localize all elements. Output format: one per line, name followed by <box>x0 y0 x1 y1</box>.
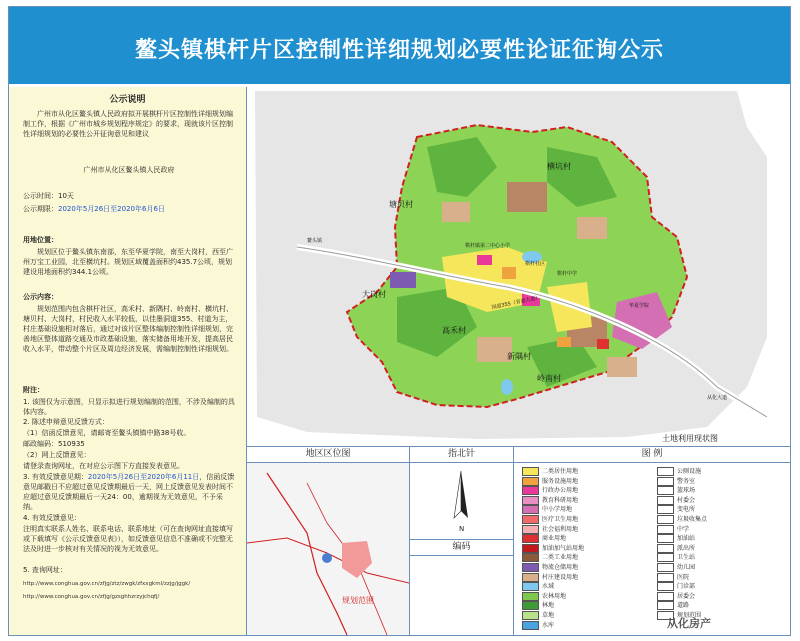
legend-label: 门诊部 <box>677 583 696 591</box>
village-label-tangbei: 塘贝村 <box>389 200 413 209</box>
legend-label: 垃圾收集点 <box>677 516 708 523</box>
note-4-text: 注明真实联系人姓名、联系电话、联系地址（可在查询网址直接填写或下载填写《公示反馈意见表》），如反馈意见信息不准确或不完整无法及时进一步核对有关情况的视为无效意见。 <box>23 525 233 553</box>
map-caption: 土地利用现状图 <box>662 434 718 443</box>
service-land <box>502 267 516 279</box>
notice-time: 公示时间：10天 <box>23 192 74 200</box>
village-label-hengkeng: 横坑村 <box>547 162 571 171</box>
legend-item <box>522 572 578 582</box>
label-qigan-community: 棋杆社区 <box>525 261 546 267</box>
label-road-355: 国道355（省道大道） <box>491 294 541 311</box>
legend-label: 公厕设施 <box>677 468 702 475</box>
legend-label: 草地 <box>542 612 555 619</box>
legend-item <box>657 533 695 543</box>
legend-item <box>522 543 584 553</box>
legend-item <box>522 485 578 495</box>
compass-heading: 指北针 <box>410 447 513 463</box>
legend-label: 医院 <box>677 573 690 581</box>
period-label: 公示期限： <box>23 205 58 213</box>
legend-item <box>522 466 578 476</box>
legend-item <box>657 476 695 486</box>
divider <box>513 447 514 635</box>
note-2a: （1）信函反馈意见，请邮寄至鳌头镇镇中路38号收。 <box>23 429 191 437</box>
legend-heading: 图 例 <box>514 447 790 463</box>
location-range-label: 规划范围 <box>342 596 374 605</box>
label-conghua-road: 从化大道 <box>707 395 728 401</box>
legend-label: 物流仓储用地 <box>542 564 579 571</box>
label-huaxia-college: 华夏学院 <box>629 303 650 309</box>
notice-org: 广州市从化区鳌头镇人民政府 <box>83 166 175 174</box>
legend-label: 二类工业用地 <box>542 554 579 562</box>
location-map-heading: 地区区位图 <box>247 447 409 463</box>
logistics-land <box>390 272 416 288</box>
note-1: 1. 该图仅为示意图，只显示拟进行规划编制的范围，不涉及编制的具体内容。 <box>23 398 235 416</box>
content-text: 规划范围内包含棋杆社区，高禾村、新隅村、岭南村、横坑村、塘贝村、大岗村，村民收入水平较低，以佳墨洞道355、村道为主，村庄基础设施相对落后，通过对该片区整体编制控制性详细规划，完善地区整体道路交通及市政基础设施，落实储备用地开发，提高居民收入水平，带动整个片区及周边经济发展，需编制控制性详细规划。 <box>23 305 233 353</box>
legend-item <box>657 485 695 495</box>
legend-item <box>657 562 695 572</box>
village-land <box>577 217 607 239</box>
water-body <box>501 379 513 395</box>
legend-label: 道路 <box>677 602 690 610</box>
legend-item <box>522 514 578 524</box>
legend-label: 服务设施用地 <box>542 477 579 485</box>
location-map <box>247 463 409 635</box>
legend-item <box>657 524 689 534</box>
legend-item <box>522 610 554 620</box>
note-3-label: 3. 有效反馈意见期： <box>23 473 88 481</box>
north-label: N <box>459 525 465 533</box>
legend-item <box>657 514 707 524</box>
service-land <box>557 337 571 347</box>
legend-label: 警务室 <box>677 477 696 485</box>
note-3-period: 2020年5月26日至2020年6月11日 <box>87 473 200 481</box>
legend-label: 二类居住用地 <box>542 468 579 475</box>
compass-icon <box>410 463 513 538</box>
legend-label: 农林用地 <box>542 592 567 600</box>
legend-label: 村委会 <box>677 496 696 504</box>
legend-item <box>522 620 554 630</box>
postcode: 邮政编码：510935 <box>23 440 85 448</box>
legend-label: 水域 <box>542 583 555 591</box>
watermark: 从化房产 <box>667 617 711 630</box>
village-label-xinyu: 新隅村 <box>507 352 531 361</box>
legend-item <box>657 600 689 610</box>
land-heading: 用地位置： <box>23 236 58 244</box>
legend-item <box>657 572 689 582</box>
note-5: 5. 查询网址： <box>23 566 67 574</box>
notice-intro: 广州市从化区鳌头镇人民政府拟开展棋杆片区控制性详细规划编制工作，根据《广州市城乡规划程序规定》的要求，现就该片区控制性详细规划的必要性公开征询意见和建议 <box>23 110 233 138</box>
legend-label: 中小学用地 <box>542 506 573 514</box>
legend-item <box>522 562 578 572</box>
legend-label: 加油站 <box>677 535 696 543</box>
location-marker <box>322 553 332 563</box>
legend-label: 水库 <box>542 621 555 629</box>
legend-item <box>657 504 695 514</box>
land-use-map <box>247 87 790 447</box>
legend-item <box>522 581 554 591</box>
legend-label: 医疗卫生用地 <box>542 516 579 523</box>
legend-item <box>522 591 566 601</box>
location-map-svg <box>247 463 409 635</box>
land-use-map-svg <box>247 87 790 446</box>
note-2: 2. 陈述申辩意见反馈方式： <box>23 418 109 426</box>
village-label-dagang: 大岗村 <box>362 290 386 299</box>
legend-label: 篮球场 <box>677 487 696 495</box>
village-land <box>507 182 547 212</box>
legend-label: 卫生站 <box>677 554 696 562</box>
legend-item <box>657 543 695 553</box>
notice-period <box>23 204 235 214</box>
legend-item <box>657 581 695 591</box>
legend-item <box>657 495 695 505</box>
village-label-gaohe: 高禾村 <box>442 326 466 335</box>
note-2b: （2）网上反馈意见： <box>23 451 91 459</box>
query-url-1[interactable]: http://www.conghua.gov.cn/zfjg/ztz/zwgk/zfxxgkml/zzjg/jggk/ <box>23 581 191 587</box>
code-heading: 编码 <box>410 539 513 556</box>
label-qigan-middle: 棋杆中学 <box>557 271 578 277</box>
note-4: 4. 有效反馈意见： <box>23 514 81 522</box>
query-url-2[interactable]: http://www.conghua.gov.cn/zfjg/gzsghhzrzyjchqfj/ <box>23 594 160 600</box>
legend-item <box>522 495 578 505</box>
admin-land <box>477 255 492 265</box>
note-3-text: ，信函反馈意见邮戳日不应超过意见反馈期最后一天，网上反馈意见发表时间不应超过意见反馈期最后一天24：00，逾期视为无效意见，不予采纳。 <box>23 473 235 511</box>
note-2b-text: 请登录查询网址，在对应公示图下方直接发表意见。 <box>23 462 184 470</box>
label-aotou-town: 鳌头镇 <box>307 238 323 244</box>
legend-label: 教育科研用地 <box>542 496 579 504</box>
land-text: 规划区位于鳌头镇东南部，东至华夏学院，南至大岗村，西至广州万宝工业园，北至横坑村。规划区域覆盖面积约435.7公顷，规划建设用地面积约344.1公顷。 <box>23 248 233 276</box>
legend-label: 变电所 <box>677 506 696 514</box>
location-plan-area <box>342 541 372 578</box>
content-heading: 公示内容： <box>23 293 58 301</box>
village-label-lingnan: 岭南村 <box>537 374 561 383</box>
location-road <box>267 473 347 635</box>
legend-item <box>522 476 578 486</box>
legend-item <box>657 552 695 562</box>
legend-item <box>522 504 572 514</box>
header-banner <box>9 7 790 84</box>
legend-item <box>522 552 578 562</box>
legend-item <box>522 533 566 543</box>
legend-label: 居委会 <box>677 592 696 600</box>
village-land <box>442 202 470 222</box>
notice-panel <box>9 87 247 635</box>
legend-label: 商业用地 <box>542 535 567 543</box>
period-value: 2020年5月26日至2020年6月6日 <box>58 205 165 213</box>
legend-label: 加油加气站用地 <box>542 544 585 552</box>
legend-item <box>522 524 578 534</box>
legend-item <box>522 600 554 610</box>
legend-label: 行政办公用地 <box>542 487 579 495</box>
legend-label: 林地 <box>542 602 555 610</box>
notice-heading: 公示说明 <box>109 95 146 105</box>
note-3 <box>23 472 235 512</box>
legend-label: 幼儿园 <box>677 564 696 571</box>
page-title: 鳌头镇棋杆片区控制性详细规划必要性论证征询公示 <box>134 38 664 63</box>
village-land <box>607 357 637 377</box>
commercial-land <box>597 339 609 349</box>
legend-label: 派出所 <box>677 544 696 552</box>
notes-heading: 附注： <box>23 386 44 394</box>
legend-swatch <box>522 621 539 630</box>
legend-label: 社会福利用地 <box>542 525 579 533</box>
legend-item <box>657 466 701 476</box>
legend-label: 规划范围 <box>677 612 702 619</box>
label-primary-school: 棋杆镇第二中心小学 <box>465 243 511 249</box>
legend-item <box>657 591 695 601</box>
legend-label: 中学 <box>677 525 690 533</box>
legend-label: 村庄建设用地 <box>542 573 579 581</box>
notice-board <box>8 6 791 636</box>
compass-box <box>410 463 513 538</box>
bottom-panels <box>247 447 790 635</box>
